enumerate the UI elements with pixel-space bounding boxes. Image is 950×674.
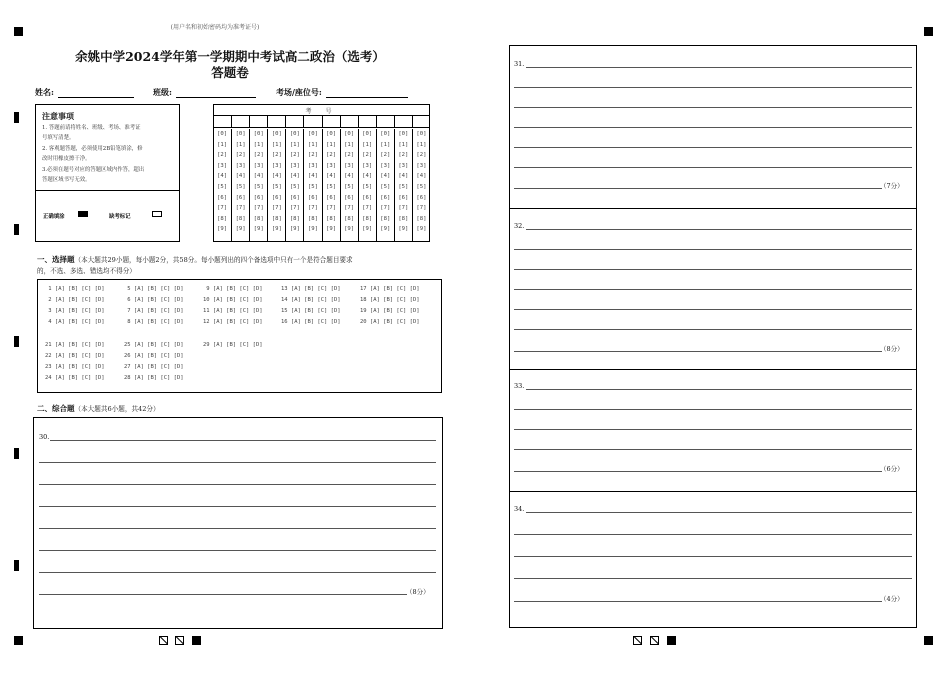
exam-digit-bubble[interactable]: [3]	[325, 162, 337, 169]
exam-digit-bubble[interactable]: [4]	[307, 173, 318, 180]
page-check-mark	[175, 636, 184, 645]
exam-digit-bubble[interactable]: [4]	[344, 173, 355, 180]
exam-digit-bubble[interactable]: [0]	[325, 131, 337, 137]
absent-mark-label: 缺考标记	[109, 214, 131, 220]
exam-digit-bubble[interactable]: [4]	[235, 173, 246, 180]
exam-digit-bubble[interactable]: [5]	[416, 183, 427, 190]
mcq-item[interactable]: 1 [A] [B] [C] [D]	[45, 286, 105, 292]
q30-number: 30.	[39, 433, 50, 441]
exam-digit-bubble[interactable]: [1]	[307, 141, 318, 148]
exam-digit-bubble[interactable]: [5]	[362, 183, 373, 190]
exam-digit-bubble[interactable]: [0]	[362, 131, 373, 137]
exam-digit-bubble[interactable]: [5]	[307, 183, 318, 190]
exam-digit-bubble[interactable]: [6]	[216, 194, 228, 201]
exam-digit-bubble[interactable]: [6]	[253, 194, 264, 201]
exam-digit-bubble[interactable]: [9]	[253, 226, 264, 233]
mcq-item[interactable]: 12 [A] [B] [C] [D]	[203, 319, 263, 325]
page-check-mark	[650, 636, 659, 645]
mcq-item[interactable]: 19 [A] [B] [C] [D]	[360, 308, 420, 314]
mcq-item[interactable]: 23 [A] [B] [C] [D]	[45, 364, 105, 370]
mcq-item[interactable]: 6 [A] [B] [C] [D]	[124, 297, 184, 303]
exam-digit-bubble[interactable]: [1]	[380, 141, 391, 148]
exam-digit-bubble[interactable]: [3]	[307, 162, 318, 169]
page-subtitle: 答题卷	[211, 65, 249, 80]
exam-digit-bubble[interactable]: [5]	[380, 183, 391, 190]
mcq-item[interactable]: 13 [A] [B] [C] [D]	[281, 286, 341, 292]
exam-digit-bubble[interactable]: [2]	[253, 152, 264, 159]
exam-digit-column[interactable]	[213, 129, 231, 242]
exam-digit-bubble[interactable]: [4]	[216, 173, 228, 180]
mcq-item[interactable]: 11 [A] [B] [C] [D]	[203, 308, 263, 314]
name-field[interactable]	[35, 87, 134, 98]
exam-digit-bubble[interactable]: [4]	[362, 173, 373, 180]
exam-digit-bubble[interactable]: [8]	[362, 215, 373, 222]
filled-sample	[78, 211, 88, 217]
q31-score: （7分）	[880, 182, 904, 190]
exam-digit-bubble[interactable]: [5]	[235, 183, 246, 190]
q32-score: （8分）	[880, 345, 904, 353]
corner-marker	[14, 636, 23, 645]
exam-digit-bubble[interactable]: [2]	[398, 152, 409, 159]
section1-heading: 一、选择题（本大题共29小题，每小题2分，共58分。每小题列出的四个备选项中只有一个是符合题目要求	[37, 255, 353, 264]
exam-digit-bubble[interactable]: [5]	[216, 183, 228, 190]
class-label: 班级:	[153, 87, 172, 97]
mcq-item[interactable]: 16 [A] [B] [C] [D]	[281, 319, 341, 325]
exam-digit-bubble[interactable]: [8]	[271, 215, 282, 222]
exam-digit-bubble[interactable]: [9]	[398, 226, 409, 233]
q33-score: （6分）	[880, 465, 904, 473]
name-label: 姓名:	[35, 87, 54, 97]
exam-digit-bubble[interactable]: [7]	[307, 205, 318, 212]
exam-digit-bubble[interactable]: [0]	[216, 131, 228, 137]
page-check-mark	[159, 636, 168, 645]
mcq-item[interactable]: 4 [A] [B] [C] [D]	[45, 319, 105, 325]
exam-digit-bubble[interactable]: [4]	[380, 173, 391, 180]
exam-digit-bubble[interactable]: [7]	[416, 205, 427, 212]
exam-digit-bubble[interactable]: [7]	[289, 205, 300, 212]
exam-digit-bubble[interactable]: [3]	[216, 162, 228, 169]
exam-digit-bubble[interactable]: [1]	[362, 141, 373, 148]
exam-digit-bubble[interactable]: [1]	[253, 141, 264, 148]
exam-digit-bubble[interactable]: [5]	[344, 183, 355, 190]
exam-digit-bubble[interactable]: [9]	[289, 226, 300, 233]
exam-digit-bubble[interactable]: [5]	[253, 183, 264, 190]
exam-digit-bubble[interactable]: [7]	[325, 205, 337, 212]
class-field[interactable]	[153, 87, 256, 98]
exam-digit-bubble[interactable]: [3]	[344, 162, 355, 169]
exam-digit-bubble[interactable]: [7]	[271, 205, 282, 212]
exam-digit-bubble[interactable]: [3]	[380, 162, 391, 169]
exam-digit-column[interactable]	[285, 129, 303, 242]
timing-mark	[14, 224, 19, 235]
timing-mark	[14, 560, 19, 571]
exam-digit-bubble[interactable]: [6]	[235, 194, 246, 201]
section1-desc: 的，不选、多选、错选均不得分）	[37, 267, 136, 275]
exam-digit-bubble[interactable]: [8]	[380, 215, 391, 222]
exam-digit-bubble[interactable]: [8]	[235, 215, 246, 222]
exam-digit-bubble[interactable]: [8]	[216, 215, 228, 222]
exam-digit-bubble[interactable]: [4]	[289, 173, 300, 180]
exam-digit-bubble[interactable]: [8]	[398, 215, 409, 222]
mcq-item[interactable]: 17 [A] [B] [C] [D]	[360, 286, 420, 292]
exam-digit-bubble[interactable]: [3]	[271, 162, 282, 169]
mcq-item[interactable]: 10 [A] [B] [C] [D]	[203, 297, 263, 303]
mcq-item[interactable]: 22 [A] [B] [C] [D]	[45, 353, 105, 359]
right-answer-frame	[509, 45, 917, 628]
exam-digit-bubble[interactable]: [5]	[289, 183, 300, 190]
exam-digit-bubble[interactable]: [6]	[398, 194, 409, 201]
mcq-item[interactable]: 9 [A] [B] [C] [D]	[203, 286, 263, 292]
exam-digit-bubble[interactable]: [9]	[416, 226, 427, 233]
exam-digit-bubble[interactable]: [0]	[398, 131, 409, 137]
exam-digit-bubble[interactable]: [7]	[362, 205, 373, 212]
mcq-item[interactable]: 21 [A] [B] [C] [D]	[45, 342, 105, 348]
exam-digit-bubble[interactable]: [0]	[416, 131, 427, 137]
exam-digit-bubble[interactable]: [1]	[271, 141, 282, 148]
exam-digit-bubble[interactable]: [3]	[398, 162, 409, 169]
exam-digit-bubble[interactable]: [1]	[416, 141, 427, 148]
exam-digit-column[interactable]	[412, 129, 430, 242]
exam-digit-bubble[interactable]: [0]	[235, 131, 246, 137]
exam-digit-bubble[interactable]: [8]	[325, 215, 337, 222]
exam-digit-bubble[interactable]: [4]	[271, 173, 282, 180]
exam-digit-bubble[interactable]: [1]	[235, 141, 246, 148]
page-check-mark	[633, 636, 642, 645]
exam-digit-bubble[interactable]: [1]	[344, 141, 355, 148]
exam-digit-bubble[interactable]: [9]	[344, 226, 355, 233]
timing-mark	[14, 448, 19, 459]
corner-marker	[924, 636, 933, 645]
mcq-item[interactable]: 5 [A] [B] [C] [D]	[124, 286, 184, 292]
exam-digit-bubble[interactable]: [9]	[235, 226, 246, 233]
mcq-item[interactable]: 26 [A] [B] [C] [D]	[124, 353, 184, 359]
room-seat-field[interactable]	[276, 87, 408, 98]
exam-digit-bubble[interactable]: [6]	[416, 194, 427, 201]
q32-number: 32.	[514, 222, 525, 230]
exam-digit-bubble[interactable]: [1]	[325, 141, 337, 148]
page-marker	[192, 636, 201, 645]
exam-digit-bubble[interactable]: [7]	[235, 205, 246, 212]
exam-digit-bubble[interactable]: [6]	[380, 194, 391, 201]
q34-number: 34.	[514, 505, 525, 513]
exam-digit-bubble[interactable]: [0]	[289, 131, 300, 137]
exam-digit-bubble[interactable]: [6]	[307, 194, 318, 201]
exam-digit-bubble[interactable]: [2]	[325, 152, 337, 159]
exam-number-label: 考 号	[305, 108, 338, 115]
exam-digit-bubble[interactable]: [8]	[307, 215, 318, 222]
exam-digit-bubble[interactable]: [2]	[344, 152, 355, 159]
notice-title: 注意事项	[42, 111, 74, 121]
exam-digit-bubble[interactable]: [8]	[416, 215, 427, 222]
exam-digit-bubble[interactable]: [6]	[362, 194, 373, 201]
q30-answer-box[interactable]	[33, 417, 443, 629]
mcq-answer-area[interactable]	[45, 286, 435, 386]
exam-digit-bubble[interactable]: [2]	[307, 152, 318, 159]
exam-digit-bubble[interactable]: [2]	[289, 152, 300, 159]
corner-marker	[924, 27, 933, 36]
exam-digit-bubble[interactable]: [8]	[253, 215, 264, 222]
exam-digit-bubble[interactable]: [9]	[325, 226, 337, 233]
exam-digit-bubble[interactable]: [1]	[216, 141, 228, 148]
mcq-item[interactable]: 27 [A] [B] [C] [D]	[124, 364, 184, 370]
exam-digit-bubble[interactable]: [8]	[344, 215, 355, 222]
mcq-item[interactable]: 25 [A] [B] [C] [D]	[124, 342, 184, 348]
exam-digit-column[interactable]	[376, 129, 394, 242]
mcq-item[interactable]: 28 [A] [B] [C] [D]	[124, 375, 184, 381]
exam-digit-bubble[interactable]: [7]	[253, 205, 264, 212]
section2-heading: 二、综合题（本大题共6小题，共42分）	[37, 404, 160, 413]
mcq-item[interactable]: 3 [A] [B] [C] [D]	[45, 308, 105, 314]
timing-mark	[14, 112, 19, 123]
notice-box	[35, 104, 180, 242]
exam-digit-bubble[interactable]: [0]	[380, 131, 391, 137]
exam-digit-bubble[interactable]: [5]	[325, 183, 337, 190]
exam-digit-column[interactable]	[340, 129, 358, 242]
exam-digit-bubble[interactable]: [2]	[416, 152, 427, 159]
exam-digit-bubble[interactable]: [6]	[344, 194, 355, 201]
mcq-item[interactable]: 8 [A] [B] [C] [D]	[124, 319, 184, 325]
page-marker	[667, 636, 676, 645]
exam-digit-bubble[interactable]: [6]	[289, 194, 300, 201]
exam-digit-bubble[interactable]: [9]	[271, 226, 282, 233]
exam-digit-column[interactable]	[249, 129, 267, 242]
exam-digit-bubble[interactable]: [5]	[398, 183, 409, 190]
correct-fill-label: 正确填涂	[43, 214, 65, 220]
exam-digit-column[interactable]	[231, 129, 249, 242]
exam-digit-column[interactable]	[267, 129, 285, 242]
notice-text: 1. 答题前请将姓名、班级、考场、准考证 号填写清楚。 2. 客观题答题，必须使用2B铅笔填涂，修 改时用橡皮擦干净。 3.必须在题号对应的答题区域内作答，超出 答题区域书写无效。	[42, 125, 145, 184]
exam-digit-bubble[interactable]: [6]	[325, 194, 337, 201]
exam-digit-bubble[interactable]: [2]	[271, 152, 282, 159]
mcq-item[interactable]: 14 [A] [B] [C] [D]	[281, 297, 341, 303]
exam-digit-bubble[interactable]: [1]	[398, 141, 409, 148]
q31-number: 31.	[514, 60, 525, 68]
exam-digit-column[interactable]	[394, 129, 412, 242]
mcq-item[interactable]: 20 [A] [B] [C] [D]	[360, 319, 420, 325]
page-title: 余姚中学2024学年第一学期期中考试高二政治（选考）	[75, 49, 385, 64]
exam-digit-bubble[interactable]: [8]	[289, 215, 300, 222]
exam-digit-bubble[interactable]: [2]	[216, 152, 228, 159]
exam-digit-bubble[interactable]: [3]	[289, 162, 300, 169]
exam-digit-bubble[interactable]: [3]	[416, 162, 427, 169]
exam-digit-bubble[interactable]: [9]	[380, 226, 391, 233]
mcq-item[interactable]: 7 [A] [B] [C] [D]	[124, 308, 184, 314]
exam-number-digit-grid[interactable]	[213, 129, 430, 242]
mcq-item[interactable]: 24 [A] [B] [C] [D]	[45, 375, 105, 381]
room-seat-label: 考场/座位号:	[276, 87, 322, 97]
exam-digit-bubble[interactable]: [1]	[289, 141, 300, 148]
exam-digit-bubble[interactable]: [4]	[325, 173, 337, 180]
exam-digit-bubble[interactable]: [0]	[344, 131, 355, 137]
exam-digit-bubble[interactable]: [0]	[253, 131, 264, 137]
exam-digit-bubble[interactable]: [6]	[271, 194, 282, 201]
exam-digit-bubble[interactable]: [4]	[253, 173, 264, 180]
exam-digit-column[interactable]	[358, 129, 376, 242]
exam-digit-bubble[interactable]: [2]	[362, 152, 373, 159]
exam-digit-bubble[interactable]: [9]	[216, 226, 228, 233]
mcq-item[interactable]: 15 [A] [B] [C] [D]	[281, 308, 341, 314]
q33-number: 33.	[514, 382, 525, 390]
exam-digit-bubble[interactable]: [7]	[398, 205, 409, 212]
exam-digit-column[interactable]	[303, 129, 321, 242]
exam-digit-bubble[interactable]: [2]	[235, 152, 246, 159]
timing-mark	[14, 336, 19, 347]
mcq-item[interactable]: 2 [A] [B] [C] [D]	[45, 297, 105, 303]
q34-score: （4分）	[880, 595, 904, 603]
mcq-item[interactable]: 18 [A] [B] [C] [D]	[360, 297, 420, 303]
exam-digit-bubble[interactable]: [4]	[416, 173, 427, 180]
exam-digit-bubble[interactable]: [3]	[235, 162, 246, 169]
exam-digit-column[interactable]	[322, 129, 340, 242]
exam-digit-bubble[interactable]: [3]	[362, 162, 373, 169]
login-hint: (用户名和初始密码均为准考证号)	[170, 24, 260, 31]
exam-digit-bubble[interactable]: [7]	[344, 205, 355, 212]
exam-digit-bubble[interactable]: [9]	[307, 226, 318, 233]
exam-digit-bubble[interactable]: [5]	[271, 183, 282, 190]
exam-digit-bubble[interactable]: [2]	[380, 152, 391, 159]
exam-digit-bubble[interactable]: [7]	[216, 205, 228, 212]
exam-digit-bubble[interactable]: [0]	[307, 131, 318, 137]
exam-digit-bubble[interactable]: [3]	[253, 162, 264, 169]
exam-digit-bubble[interactable]: [9]	[362, 226, 373, 233]
exam-digit-bubble[interactable]: [4]	[398, 173, 409, 180]
absent-checkbox[interactable]	[152, 211, 162, 217]
exam-digit-bubble[interactable]: [7]	[380, 205, 391, 212]
exam-digit-bubble[interactable]: [0]	[271, 131, 282, 137]
mcq-item[interactable]: 29 [A] [B] [C] [D]	[203, 342, 263, 348]
q30-score: （8分）	[406, 588, 430, 596]
